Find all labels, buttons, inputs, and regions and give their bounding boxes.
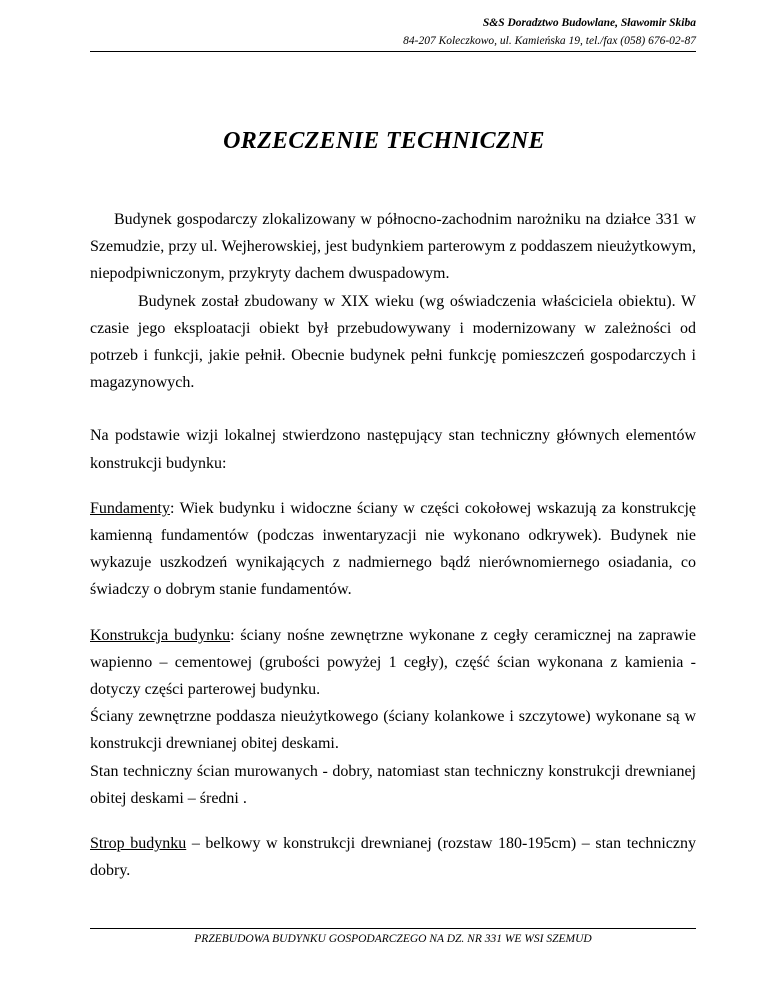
paragraph-inspection: Na podstawie wizji lokalnej stwierdzono następujący stan techniczny głównych elementów konstrukcji budynku:	[90, 427, 696, 472]
paragraph-wall-condition: Stan techniczny ścian murowanych - dobry, natomiast stan techniczny konstrukcji drewnianej obitej deskami – średni .	[90, 762, 696, 807]
footer-divider	[90, 928, 696, 929]
structure-text: : ściany nośne zewnętrzne wykonane z cegły ceramicznej na zaprawie wapienno – cementowej (grubości powyżej 1 cegły), część ścian wykonana z kamienia - dotyczy części parterowej budynku.	[90, 626, 696, 699]
paragraph-foundations	[90, 495, 696, 604]
ceiling-text: – belkowy w konstrukcji drewnianej (rozstaw 180-195cm) – stan techniczny dobry.	[90, 835, 697, 880]
document-title: ORZECZENIE TECHNICZNE	[223, 128, 545, 154]
foundations-text: : Wiek budynku i widoczne ściany w części cokołowej wskazują za konstrukcję kamienną fundamentów (podczas inwentaryzacji nie wykonano odkrywek). Budynek nie wykazuje uszkodzeń wynikających z nadmiernego bądź nierównomiernego osiadania, co świadczy o dobrym stanie fundamentów.	[90, 499, 696, 599]
header-address: 84-207 Koleczkowo, ul. Kamieńska 19, tel./fax (058) 676-02-87	[403, 35, 696, 47]
document-body	[90, 206, 696, 884]
header-divider	[90, 51, 696, 52]
structure-label: Konstrukcja budynku	[90, 626, 231, 644]
page-footer: PRZEBUDOWA BUDYNKU GOSPODARCZEGO NA DZ. NR 331 WE WSI SZEMUD	[194, 933, 592, 945]
paragraph-structure	[90, 622, 696, 704]
paragraph-attic-walls: Ściany zewnętrzne poddasza nieużytkowego (ściany kolankowe i szczytowe) wykonane są w konstrukcji drewnianej obitej deskami.	[90, 708, 696, 753]
page-header	[90, 14, 696, 50]
paragraph-ceiling	[90, 830, 696, 884]
header-company: S&S Doradztwo Budowlane, Sławomir Skiba	[482, 17, 696, 29]
foundations-label: Fundamenty	[90, 499, 170, 517]
ceiling-label: Strop budynku	[90, 835, 187, 853]
paragraph-intro: Budynek gospodarczy zlokalizowany w północno-zachodnim narożniku na działce 331 w Szemudzie, przy ul. Wejherowskiej, jest budynkiem parterowym z poddaszem nieużytkowym, niepodpiwniczonym, przykryty dachem dwuspadowym.	[90, 211, 696, 283]
paragraph-history: Budynek został zbudowany w XIX wieku (wg oświadczenia właściciela obiektu). W czasie jego eksploatacji obiekt był przebudowywany i modernizowany w zależności od potrzeb i funkcji, jakie pełnił. Obecnie budynek pełni funkcję pomieszczeń gospodarczych i magazynowych.	[90, 292, 696, 392]
